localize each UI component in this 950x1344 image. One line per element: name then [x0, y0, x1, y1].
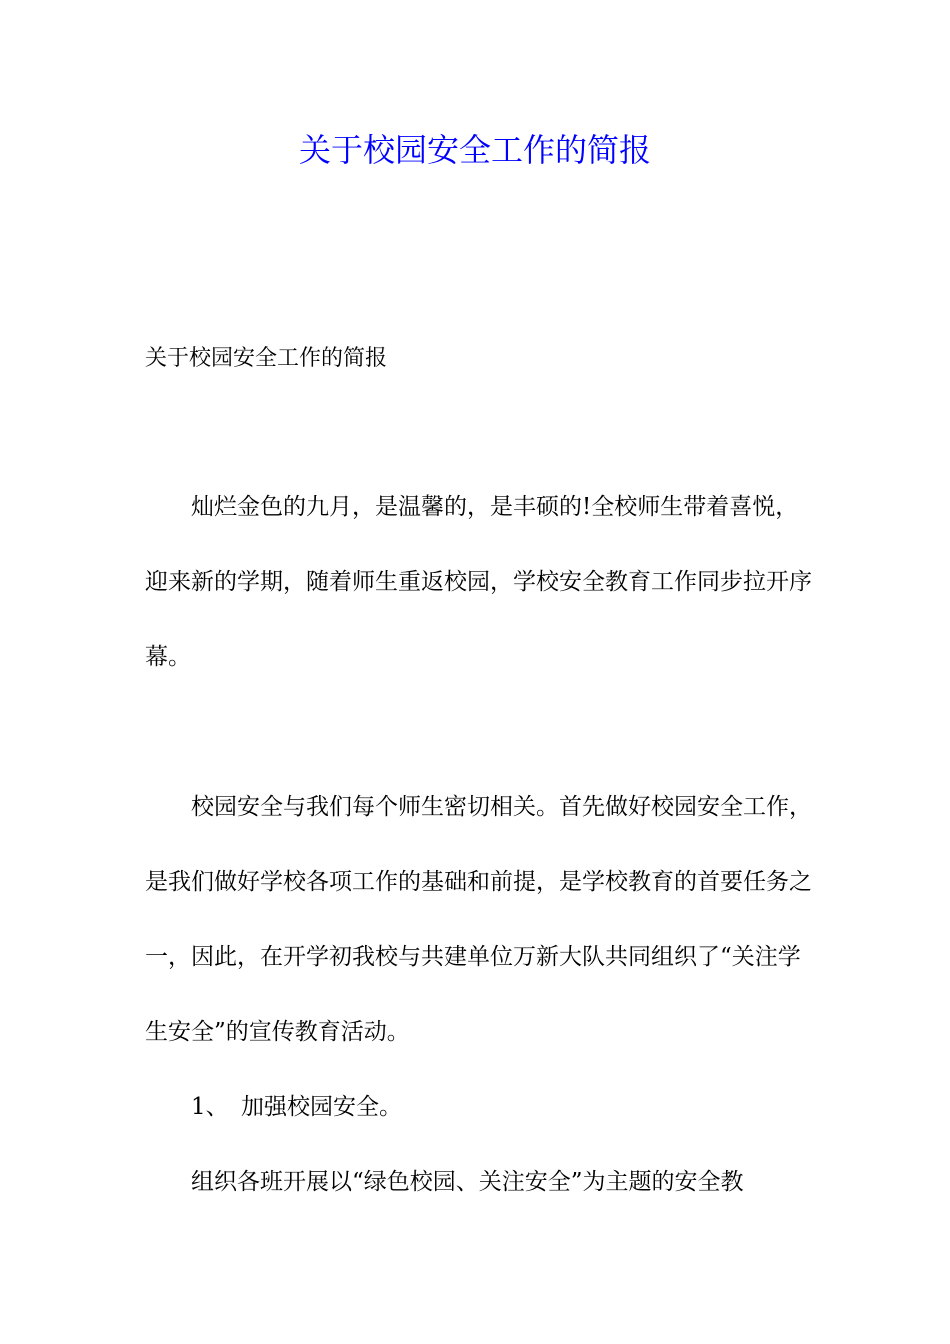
document-title: 关于校园安全工作的简报	[298, 131, 651, 169]
list-item-1	[191, 1070, 402, 1145]
document-subtitle: 关于校园安全工作的简报	[145, 346, 388, 371]
paragraph-intro: 灿烂金色的九月，是温馨的，是丰硕的!全校师生带着喜悦，迎来新的学期，随着师生重返校园，学校安全教育工作同步拉开序幕。	[145, 494, 812, 670]
paragraph-safety: 校园安全与我们每个师生密切相关。首先做好校园安全工作，是我们做好学校各项工作的基础和前提，是学校教育的首要任务之一，因此，在开学初我校与共建单位万新大队共同组织了“关注学生安全”的宣传教育活动。	[145, 794, 812, 1045]
paragraph-activity: 组织各班开展以“绿色校园、关注安全”为主题的安全教	[191, 1169, 744, 1195]
list-item-number: 1、	[191, 1094, 229, 1120]
list-item-text: 加强校园安全。	[241, 1094, 402, 1120]
